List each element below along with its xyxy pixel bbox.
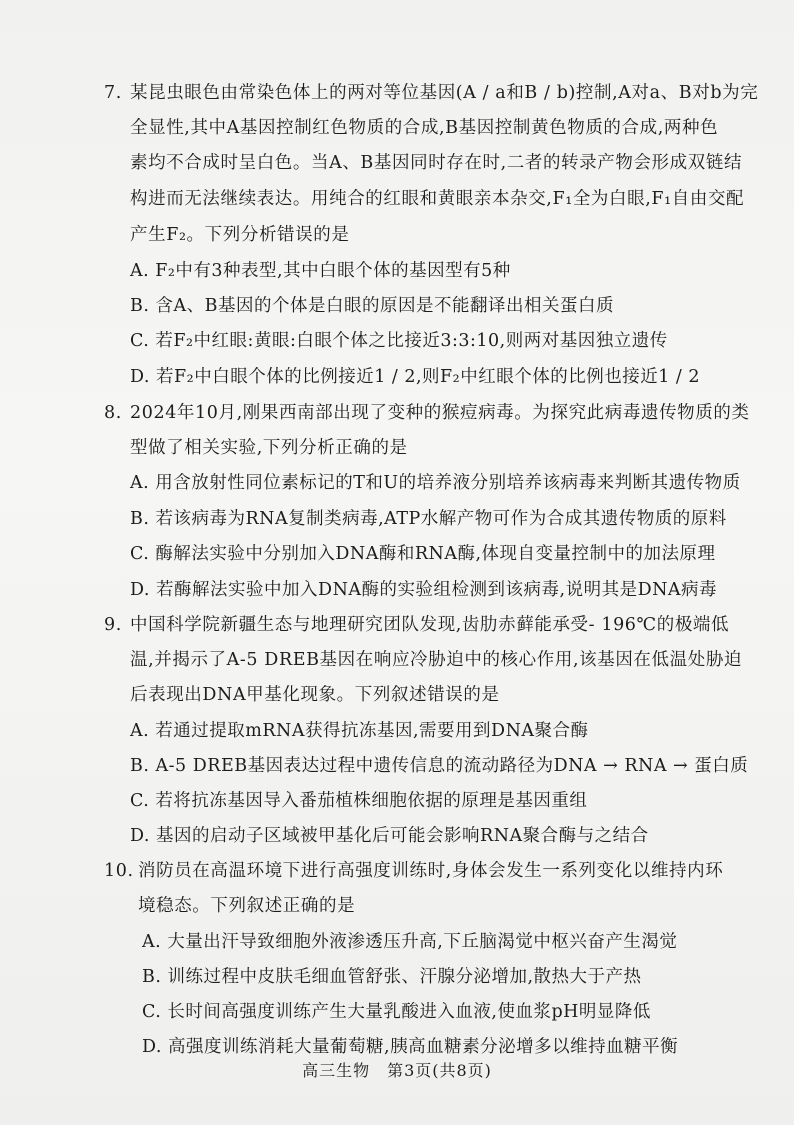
- page-footer: 高三生物 第3页(共8页): [302, 1061, 492, 1080]
- question-stem-line: 产生F₂。下列分析错误的是: [130, 225, 350, 245]
- question-stem-line: 后表现出DNA甲基化现象。下列叙述错误的是: [130, 685, 500, 705]
- option-b: B. A-5 DREB基因表达过程中遗传信息的流动路径为DNA → RNA → 蛋白质: [130, 756, 749, 776]
- question-stem-line: 某昆虫眼色由常染色体上的两对等位基因(A / a和B / b)控制,A对a、B对b为完: [130, 83, 759, 103]
- question-stem-line: 中国科学院新疆生态与地理研究团队发现,齿肋赤藓能承受- 196℃的极端低: [130, 615, 730, 635]
- question-number: 10.: [104, 861, 134, 881]
- option-c: C. 若F₂中红眼:黄眼:白眼个体之比接近3:3:10,则两对基因独立遗传: [130, 331, 668, 351]
- option-a: A. 若通过提取mRNA获得抗冻基因,需要用到DNA聚合酶: [130, 721, 589, 741]
- question-number: 9.: [104, 615, 122, 635]
- option-a: A. F₂中有3种表型,其中白眼个体的基因型有5种: [130, 261, 511, 281]
- option-b: B. 若该病毒为RNA复制类病毒,ATP水解产物可作为合成其遗传物质的原料: [130, 509, 727, 529]
- option-a: A. 用含放射性同位素标记的T和U的培养液分别培养该病毒来判断其遗传物质: [130, 473, 741, 493]
- question-stem-line: 境稳态。下列叙述正确的是: [138, 896, 356, 916]
- question-number: 7.: [104, 83, 122, 103]
- option-a: A. 大量出汗导致细胞外液渗透压升高,下丘脑渴觉中枢兴奋产生渴觉: [142, 932, 678, 952]
- question-stem-line: 温,并揭示了A-5 DREB基因在响应冷胁迫中的核心作用,该基因在低温处胁迫: [130, 650, 743, 670]
- option-c: C. 酶解法实验中分别加入DNA酶和RNA酶,体现自变量控制中的加法原理: [130, 544, 716, 564]
- option-b: B. 训练过程中皮肤毛细血管舒张、汗腺分泌增加,散热大于产热: [142, 967, 642, 987]
- question-stem-line: 型做了相关实验,下列分析正确的是: [130, 438, 408, 458]
- question-stem-line: 全显性,其中A基因控制红色物质的合成,B基因控制黄色物质的合成,两种色: [130, 118, 719, 138]
- option-d: D. 基因的启动子区域被甲基化后可能会影响RNA聚合酶与之结合: [130, 826, 649, 846]
- option-c: C. 若将抗冻基因导入番茄植株细胞依据的原理是基因重组: [130, 791, 588, 811]
- option-d: D. 若酶解法实验中加入DNA酶的实验组检测到该病毒,说明其是DNA病毒: [130, 580, 718, 600]
- question-number: 8.: [104, 403, 122, 423]
- option-d: D. 高强度训练消耗大量葡萄糖,胰高血糖素分泌增多以维持血糖平衡: [142, 1037, 679, 1057]
- question-stem-line: 消防员在高温环境下进行高强度训练时,身体会发生一系列变化以维持内环: [138, 861, 724, 881]
- option-c: C. 长时间高强度训练产生大量乳酸进入血液,使血浆pH明显降低: [142, 1002, 651, 1022]
- question-stem-line: 构进而无法继续表达。用纯合的红眼和黄眼亲本杂交,F₁全为白眼,F₁自由交配: [130, 189, 745, 209]
- question-stem-line: 2024年10月,刚果西南部出现了变种的猴痘病毒。为探究此病毒遗传物质的类: [130, 403, 750, 423]
- option-d: D. 若F₂中白眼个体的比例接近1 / 2,则F₂中红眼个体的比例也接近1 / 2: [130, 367, 700, 387]
- option-b: B. 含A、B基因的个体是白眼的原因是不能翻译出相关蛋白质: [130, 296, 614, 316]
- question-stem-line: 素均不合成时呈白色。当A、B基因同时存在时,二者的转录产物会形成双链结: [130, 153, 743, 173]
